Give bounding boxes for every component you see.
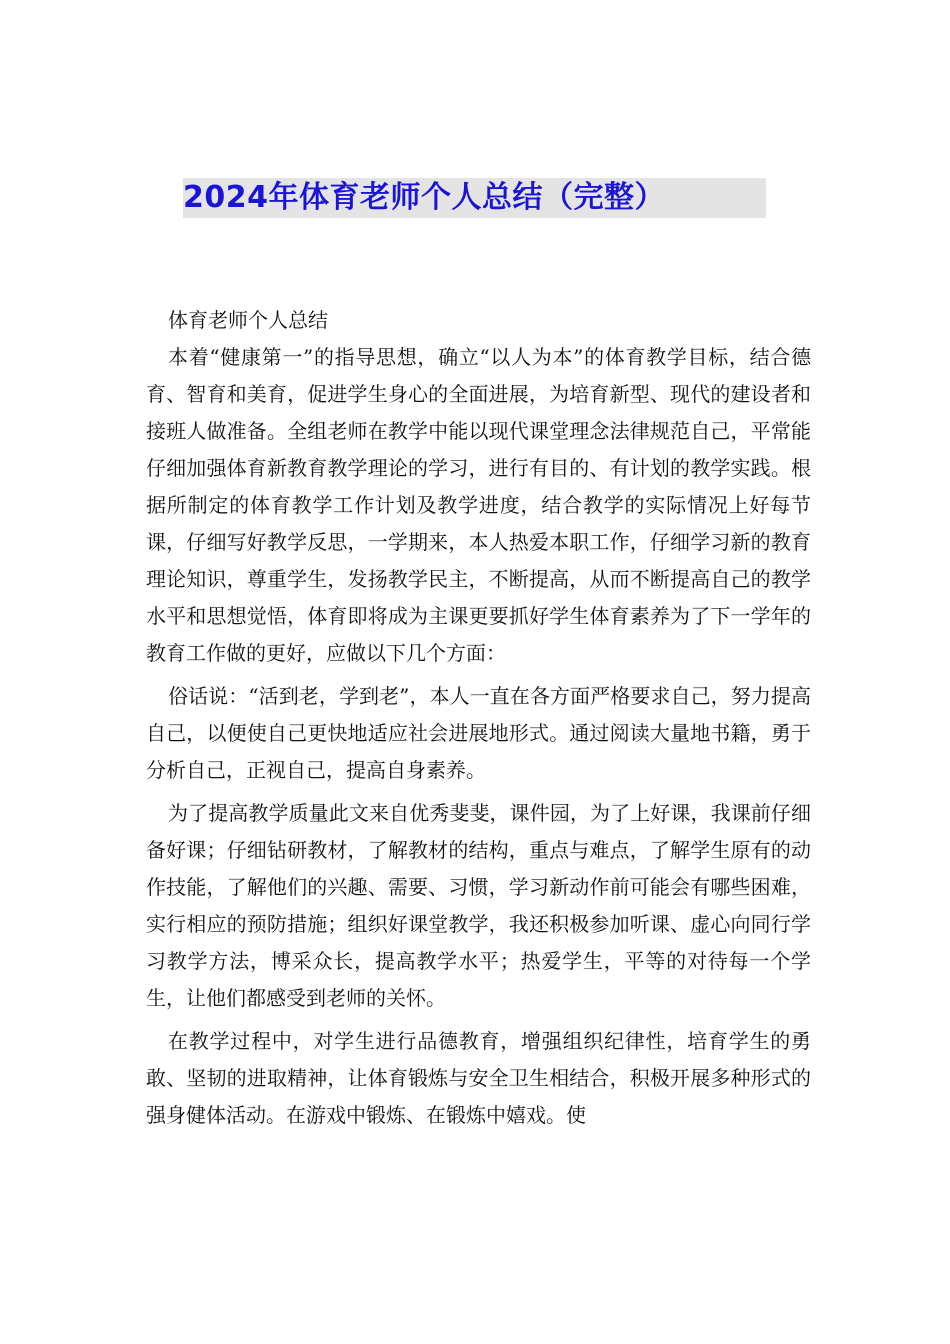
document-title: 2024年体育老师个人总结（完整） <box>183 178 766 218</box>
paragraph: 俗话说：“活到老，学到老”，本人一直在各方面严格要求自己，努力提高自己，以便使自己更快地适应社会进展地形式。通过阅读大量地书籍，勇于分析自己，正视自己，提高自身素养。 <box>146 684 811 782</box>
paragraph-heading: 体育老师个人总结 <box>168 308 328 332</box>
paragraph: 为了提高教学质量此文来自优秀斐斐，课件园，为了上好课，我课前仔细备好课；仔细钻研教材，了解教材的结构，重点与难点，了解学生原有的动作技能，了解他们的兴趣、需要、习惯，学习新动作前可能会有哪些困难，实行相应的预防措施；组织好课堂教学，我还积极参加听课、虚心向同行学习教学方法，博采众长，提高教学水平；热爱学生，平等的对待每一个学生，让他们都感受到老师的关怀。 <box>146 801 811 1010</box>
paragraph: 本着“健康第一”的指导思想，确立“以人为本”的体育教学目标，结合德育、智育和美育，促进学生身心的全面进展，为培育新型、现代的建设者和接班人做准备。全组老师在教学中能以现代课堂理念法律规范自己，平常能仔细加强体育新教育教学理论的学习，进行有目的、有计划的教学实践。根据所制定的体育教学工作计划及教学进度，结合教学的实际情况上好每节课，仔细写好教学反思，一学期来，本人热爱本职工作，仔细学习新的教育理论知识，尊重学生，发扬教学民主，不断提高，从而不断提高自己的教学水平和思想觉悟，体育即将成为主课更要抓好学生体育素养为了下一学年的教育工作做的更好，应做以下几个方面： <box>146 345 811 665</box>
document-body <box>146 302 811 1134</box>
paragraph: 在教学过程中，对学生进行品德教育，增强组织纪律性，培育学生的勇敢、坚韧的进取精神，让体育锻炼与安全卫生相结合，积极开展多种形式的强身健体活动。在游戏中锻炼、在锻炼中嬉戏。使 <box>146 1029 811 1127</box>
